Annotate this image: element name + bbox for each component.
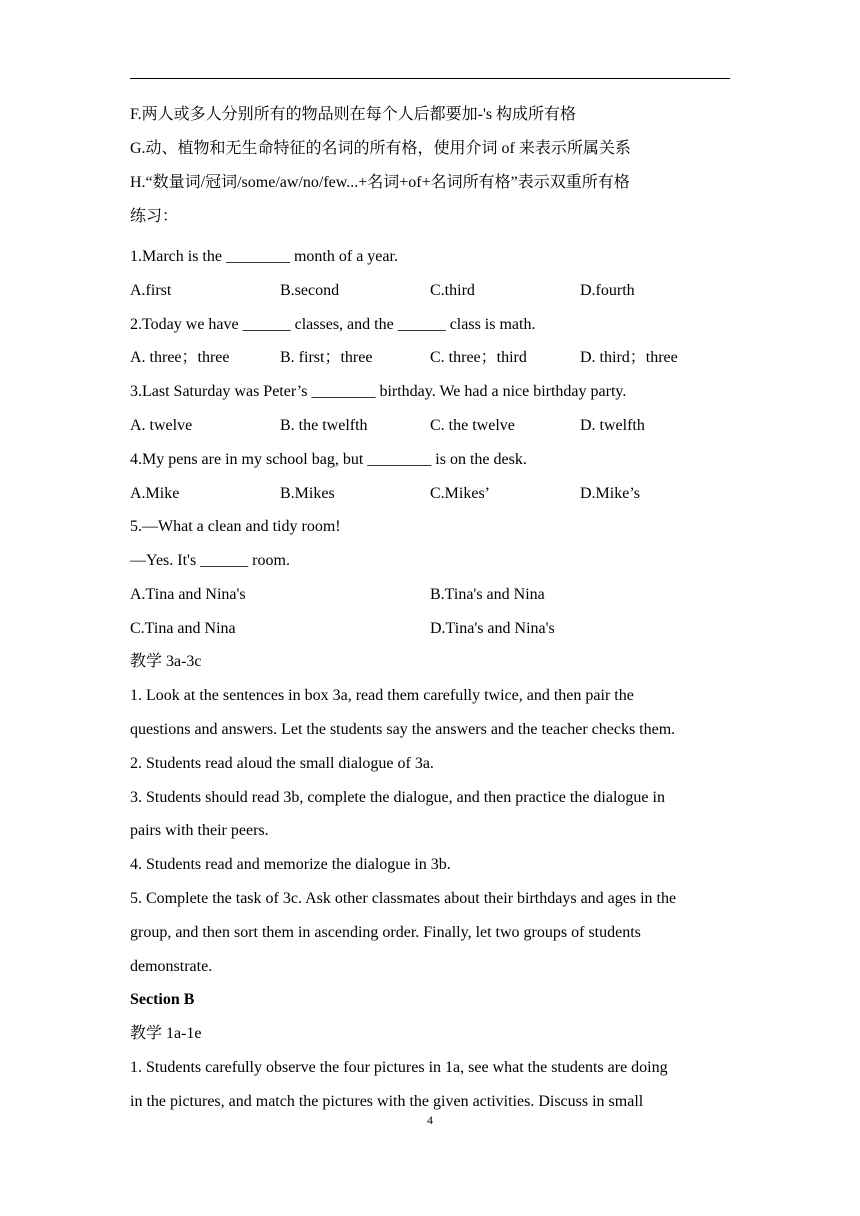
grammar-note-g: G.动、植物和无生命特征的名词的所有格，使用介词 of 来表示所属关系	[130, 140, 631, 157]
question-1-option-c: C.third	[430, 282, 475, 299]
question-4-option-d: D.Mike’s	[580, 485, 640, 502]
question-2-stem: 2.Today we have ______ classes, and the ______ class is math.	[130, 316, 536, 333]
section-b-title: Section B	[130, 991, 195, 1008]
teach-3a-line: 4. Students read and memorize the dialogue in 3b.	[130, 856, 451, 873]
question-5-option-c: C.Tina and Nina	[130, 620, 236, 637]
question-3-option-a: A. twelve	[130, 417, 193, 434]
question-2-option-d: D. third；three	[580, 349, 678, 366]
question-1-option-b: B.second	[280, 282, 340, 299]
teach-3a-line: 5. Complete the task of 3c. Ask other classmates about their birthdays and ages in the	[130, 890, 677, 907]
question-5-stem-reply: —Yes. It's ______ room.	[130, 552, 290, 569]
teach-3a-line: group, and then sort them in ascending order. Finally, let two groups of students	[130, 924, 641, 941]
question-3-option-d: D. twelfth	[580, 417, 645, 434]
question-1-option-d: D.fourth	[580, 282, 635, 299]
practice-heading: 练习：	[130, 208, 179, 225]
teach-3a-heading: 教学 3a-3c	[130, 653, 202, 670]
teach-3a-line: demonstrate.	[130, 958, 213, 975]
grammar-note-f: F.两人或多人分别所有的物品则在每个人后都要加-'s 构成所有格	[130, 106, 577, 123]
header-rule	[130, 78, 730, 79]
page-number: 4	[427, 1113, 433, 1127]
grammar-note-h: H.“数量词/冠词/some/aw/no/few...+名词+of+名词所有格”表示双重所有格	[130, 174, 630, 191]
question-4-option-c: C.Mikes’	[430, 485, 490, 502]
question-4-option-b: B.Mikes	[280, 485, 335, 502]
question-3-stem: 3.Last Saturday was Peter’s ________ birthday. We had a nice birthday party.	[130, 383, 627, 400]
question-2-option-a: A. three；three	[130, 349, 230, 366]
question-2-option-b: B. first；three	[280, 349, 373, 366]
teach-3a-line: 2. Students read aloud the small dialogue of 3a.	[130, 755, 434, 772]
question-5-option-a: A.Tina and Nina's	[130, 586, 246, 603]
question-5-option-b: B.Tina's and Nina	[430, 586, 545, 603]
teach-1a-line: 1. Students carefully observe the four pictures in 1a, see what the students are doing	[130, 1059, 668, 1076]
teach-3a-line: pairs with their peers.	[130, 822, 269, 839]
teach-3a-line: 1. Look at the sentences in box 3a, read them carefully twice, and then pair the	[130, 687, 634, 704]
question-4-stem: 4.My pens are in my school bag, but ________ is on the desk.	[130, 451, 527, 468]
question-5-stem: 5.—What a clean and tidy room!	[130, 518, 341, 535]
question-4-option-a: A.Mike	[130, 485, 180, 502]
question-3-option-c: C. the twelve	[430, 417, 515, 434]
teach-3a-line: 3. Students should read 3b, complete the dialogue, and then practice the dialogue in	[130, 789, 665, 806]
question-5-option-d: D.Tina's and Nina's	[430, 620, 555, 637]
question-1-option-a: A.first	[130, 282, 172, 299]
question-2-option-c: C. three；third	[430, 349, 527, 366]
teach-1a-line: in the pictures, and match the pictures with the given activities. Discuss in small	[130, 1093, 644, 1110]
question-3-option-b: B. the twelfth	[280, 417, 368, 434]
teach-3a-line: questions and answers. Let the students say the answers and the teacher checks them.	[130, 721, 676, 738]
teach-1a-heading: 教学 1a-1e	[130, 1025, 202, 1042]
question-1-stem: 1.March is the ________ month of a year.	[130, 248, 398, 265]
